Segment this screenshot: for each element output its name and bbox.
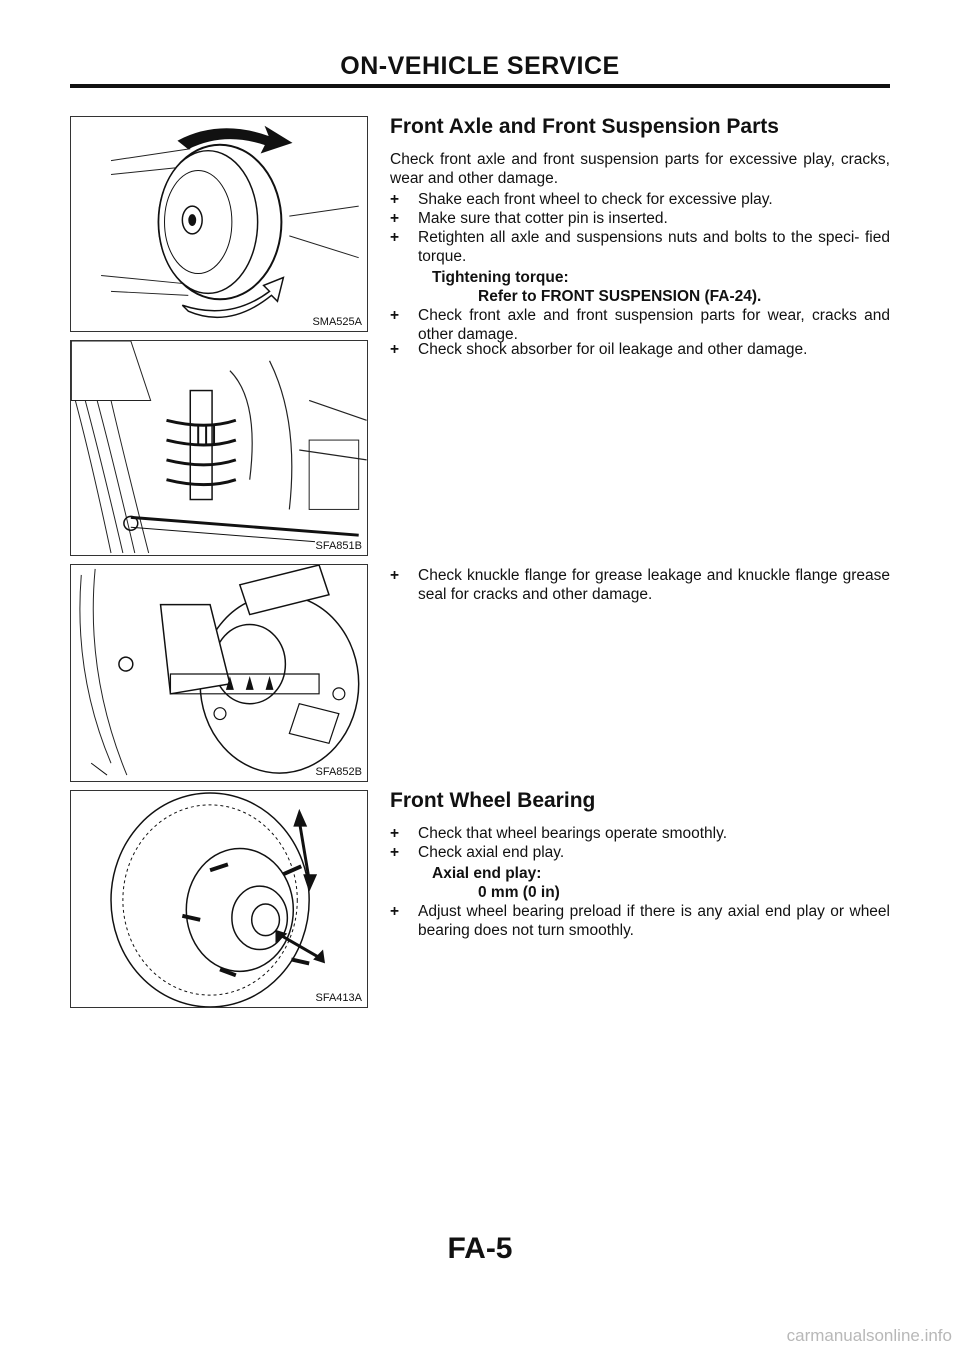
page-number: FA-5 [447, 1232, 513, 1265]
list-item: + Check shock absorber for oil leakage and other damage. [390, 340, 890, 359]
figure-wheel-shake [70, 116, 368, 332]
shock-absorber-illustration [71, 341, 367, 555]
figure-wheel-bearing [70, 790, 368, 1008]
figure-shock-absorber [70, 340, 368, 556]
shock-check-text [390, 340, 890, 359]
figure-label: SFA852B [315, 766, 362, 778]
figure-label: SMA525A [312, 316, 362, 328]
knuckle-check-text [390, 566, 890, 604]
figure-label: SFA413A [315, 992, 362, 1004]
list-item: + Check knuckle flange for grease leakage and knuckle flange grease seal for cracks and other damage. [390, 566, 890, 604]
list-item: + Check front axle and front suspension parts for wear, cracks and other damage. [390, 306, 890, 344]
list-item: + Shake each front wheel to check for excessive play. [390, 190, 890, 209]
section-heading: Front Axle and Front Suspension Parts [390, 115, 779, 138]
wheel-shake-illustration [71, 117, 367, 331]
watermark: carmanualsonline.info [786, 1326, 952, 1345]
list-item: + Retighten all axle and suspensions nuts and bolts to the speci- fied torque. [390, 228, 890, 266]
list-item: + Adjust wheel bearing preload if there is any axial end play or wheel bearing does not turn smoothly. [390, 902, 890, 940]
figure-label: SFA851B [315, 540, 362, 552]
spec-value: Refer to FRONT SUSPENSION (FA-24). [478, 288, 762, 305]
figure-knuckle-flange [70, 564, 368, 782]
header-rule [70, 84, 890, 88]
torque-spec [390, 268, 890, 306]
section-front-axle [390, 114, 890, 344]
spec-label: Tightening torque: [432, 269, 569, 286]
end-play-spec [390, 864, 890, 902]
list-item: + Check that wheel bearings operate smoothly. [390, 824, 890, 843]
section-wheel-bearing [390, 788, 890, 940]
list-item: + Make sure that cotter pin is inserted. [390, 209, 890, 228]
section-heading: Front Wheel Bearing [390, 789, 596, 812]
list-item: + Check axial end play. [390, 843, 890, 862]
wheel-bearing-illustration [71, 791, 367, 1007]
section-intro: Check front axle and front suspension parts for excessive play, cracks, wear and other damage. [390, 151, 890, 187]
knuckle-flange-illustration [71, 565, 367, 781]
spec-label: Axial end play: [432, 865, 542, 882]
spec-value: 0 mm (0 in) [478, 884, 560, 901]
page-header-title: ON-VEHICLE SERVICE [340, 52, 620, 80]
